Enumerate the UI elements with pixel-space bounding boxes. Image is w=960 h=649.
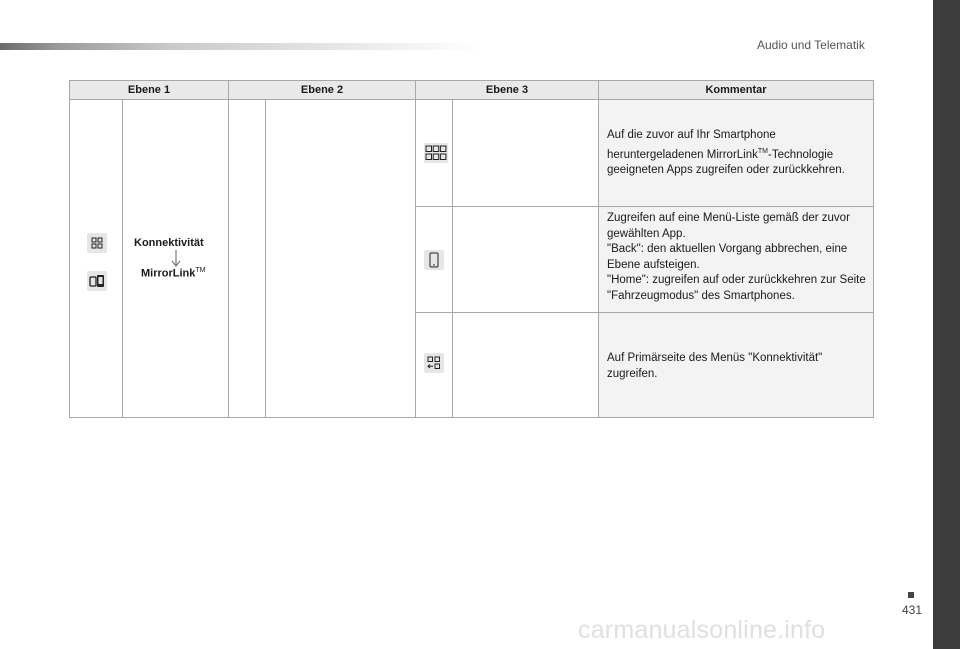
column-header-level2: Ebene 2	[300, 84, 344, 96]
comment-part: Auf die zuvor auf Ihr Smartphone heruntergeladenen MirrorLink	[607, 129, 776, 161]
header-gradient-bar	[0, 43, 480, 50]
connectivity-grid-icon	[87, 233, 107, 253]
comment-line: Zugreifen auf eine Menü-Liste gemäß der zuvor gewählten App.	[607, 212, 850, 240]
column-divider	[452, 99, 453, 417]
header-divider	[598, 81, 599, 99]
column-divider	[122, 99, 123, 417]
smartphone-icon	[424, 250, 444, 270]
column-header-level1: Ebene 1	[127, 84, 171, 96]
menu-table	[69, 80, 874, 418]
mirrorlink-trademark: TM	[195, 267, 206, 274]
level1-label: Konnektivität	[134, 237, 204, 249]
comment-line: "Back": den aktuellen Vorgang abbrechen, eine Ebene aufsteigen.	[607, 243, 848, 271]
arrow-down-icon	[170, 250, 182, 268]
comment-trademark: TM	[757, 147, 768, 155]
page-number: 431	[902, 603, 923, 617]
comment-text	[607, 211, 869, 304]
apps-grid-icon	[424, 143, 448, 163]
header-divider	[415, 81, 416, 99]
column-header-level3: Ebene 3	[485, 84, 529, 96]
comment-part: -Technologie geeigneten Apps zugreifen oder zurückkehren.	[607, 148, 845, 176]
column-header-comment: Kommentar	[705, 84, 767, 96]
column-divider	[415, 99, 416, 417]
table-header	[70, 81, 873, 100]
mirrorlink-phone-icon	[87, 271, 107, 291]
page-edge-tab	[933, 0, 960, 649]
mirrorlink-label-text: MirrorLink	[141, 267, 196, 280]
column-divider	[598, 99, 599, 417]
comment-text	[607, 128, 869, 178]
column-divider	[228, 99, 229, 417]
comment-line: "Home": zugreifen auf oder zurückkehren zur Seite "Fahrzeugmodus" des Smartphones.	[607, 274, 866, 302]
row-divider	[416, 312, 873, 313]
section-title: Audio und Telematik	[757, 38, 865, 52]
page-marker-square	[908, 592, 914, 598]
header-divider	[228, 81, 229, 99]
comment-text: Auf Primärseite des Menüs "Konnektivität" zugreifen.	[607, 352, 823, 380]
column-divider	[265, 99, 266, 417]
mirrorlink-label	[141, 267, 206, 280]
back-to-connectivity-icon	[424, 353, 444, 373]
watermark: carmanualsonline.info	[578, 616, 826, 644]
row-divider	[416, 206, 873, 207]
